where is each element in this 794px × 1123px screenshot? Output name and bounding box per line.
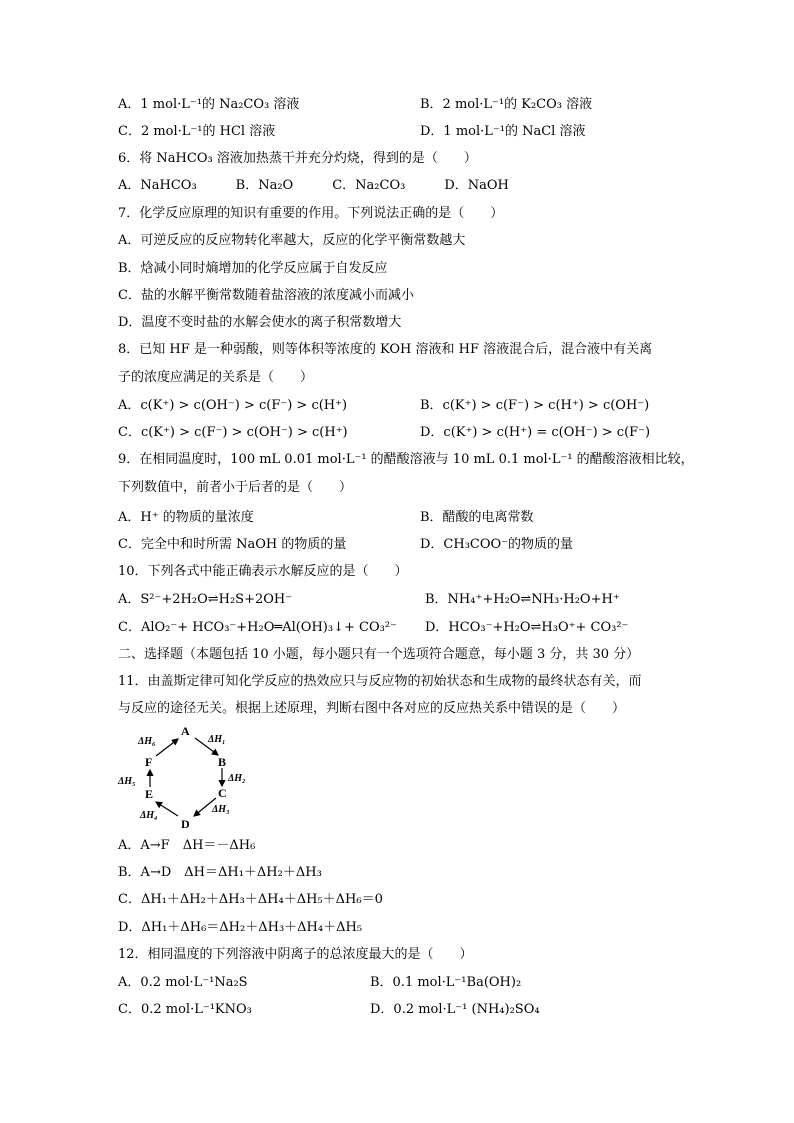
q7-option-d: D．温度不变时盐的水解会使水的离子积常数增大 bbox=[118, 315, 402, 330]
q10-option-d: D．HCO₃⁻+H₂O⇌H₃O⁺+ CO₃²⁻ bbox=[425, 620, 629, 635]
q10-option-a: A．S²⁻+2H₂O⇌H₂S+2OH⁻ bbox=[118, 592, 293, 607]
question-7: 7．化学反应原理的知识有重要的作用。下列说法正确的是（ ） bbox=[118, 206, 504, 221]
q9-option-a: A．H⁺ 的物质的量浓度 bbox=[118, 510, 254, 525]
q5-option-c: C．2 mol·L⁻¹的 HCl 溶液 bbox=[118, 124, 276, 139]
q8-option-b: B．c(K⁺) > c(F⁻) > c(H⁺) > c(OH⁻) bbox=[420, 398, 650, 413]
question-6-options: A．NaHCO₃ B．Na₂O C．Na₂CO₃ D．NaOH bbox=[118, 178, 509, 193]
q9-option-b: B．醋酸的电离常数 bbox=[420, 510, 534, 525]
label-dh5: ΔH₅ bbox=[118, 776, 136, 787]
q7-option-a: A．可逆反应的反应物转化率越大，反应的化学平衡常数越大 bbox=[118, 233, 466, 248]
question-12: 12．相同温度的下列溶液中阴离子的总浓度最大的是（ ） bbox=[118, 947, 473, 962]
q12-option-d: D．0.2 mol·L⁻¹ (NH₄)₂SO₄ bbox=[370, 1002, 540, 1017]
q11-option-a: A．A→F ΔH＝－ΔH₆ bbox=[118, 838, 256, 853]
label-dh2: ΔH₂ bbox=[228, 773, 246, 784]
q5-option-a: A．1 mol·L⁻¹的 Na₂CO₃ 溶液 bbox=[118, 97, 300, 112]
q5-option-b: B．2 mol·L⁻¹的 K₂CO₃ 溶液 bbox=[420, 97, 593, 112]
q12-option-a: A．0.2 mol·L⁻¹Na₂S bbox=[118, 975, 248, 990]
node-e: E bbox=[145, 787, 154, 801]
q12-option-b: B．0.1 mol·L⁻¹Ba(OH)₂ bbox=[370, 975, 522, 990]
hess-cycle-diagram bbox=[112, 722, 262, 832]
node-f: F bbox=[145, 755, 153, 769]
question-8-cont: 子的浓度应满足的关系是（ ） bbox=[118, 370, 314, 385]
node-b: B bbox=[218, 755, 227, 769]
q8-option-d: D．c(K⁺) > c(H⁺) = c(OH⁻) > c(F⁻) bbox=[420, 425, 651, 440]
question-11-cont: 与反应的途径无关。根据上述原理，判断右图中各对应的反应热关系中错误的是（ ） bbox=[118, 701, 626, 716]
question-10: 10．下列各式中能正确表示水解反应的是（ ） bbox=[118, 564, 408, 579]
label-dh4: ΔH₄ bbox=[140, 810, 158, 821]
q11-option-c: C．ΔH₁＋ΔH₂＋ΔH₃＋ΔH₄＋ΔH₅＋ΔH₆＝0 bbox=[118, 892, 383, 907]
q7-option-b: B．焓减小同时熵增加的化学反应属于自发反应 bbox=[118, 261, 388, 276]
node-a: A bbox=[181, 724, 190, 738]
q9-option-c: C．完全中和时所需 NaOH 的物质的量 bbox=[118, 537, 347, 552]
label-dh3: ΔH₃ bbox=[212, 804, 230, 815]
q7-option-c: C．盐的水解平衡常数随着盐溶液的浓度减小而减小 bbox=[118, 288, 414, 303]
question-9: 9．在相同温度时，100 mL 0.01 mol·L⁻¹ 的醋酸溶液与 10 mL 0.1 mol·L⁻¹ 的醋酸溶液相比较， bbox=[118, 452, 694, 467]
label-dh6: ΔH₆ bbox=[138, 736, 156, 747]
q12-option-c: C．0.2 mol·L⁻¹KNO₃ bbox=[118, 1002, 252, 1017]
q8-option-a: A．c(K⁺) > c(OH⁻) > c(F⁻) > c(H⁺) bbox=[118, 398, 348, 413]
q10-option-c: C．AlO₂⁻+ HCO₃⁻+H₂O═Al(OH)₃↓+ CO₃²⁻ bbox=[118, 620, 397, 635]
q11-option-b: B．A→D ΔH＝ΔH₁＋ΔH₂＋ΔH₃ bbox=[118, 865, 322, 880]
label-dh1: ΔH₁ bbox=[208, 734, 226, 745]
q11-option-d: D．ΔH₁＋ΔH₆＝ΔH₂＋ΔH₃＋ΔH₄＋ΔH₅ bbox=[118, 920, 363, 935]
node-c: C bbox=[218, 786, 227, 800]
section-2-heading: 二、选择题（本题包括 10 小题，每小题只有一个选项符合题意，每小题 3 分，共 30 分） bbox=[118, 647, 640, 662]
node-d: D bbox=[181, 817, 190, 831]
q10-option-b: B．NH₄⁺+H₂O⇌NH₃·H₂O+H⁺ bbox=[425, 592, 620, 607]
arrow-f-a bbox=[156, 739, 178, 756]
q9-option-d: D．CH₃COO⁻的物质的量 bbox=[420, 537, 574, 552]
question-6: 6．将 NaHCO₃ 溶液加热蒸干并充分灼烧，得到的是（ ） bbox=[118, 151, 477, 166]
question-8: 8．已知 HF 是一种弱酸，则等体积等浓度的 KOH 溶液和 HF 溶液混合后，混合液中有关离 bbox=[118, 342, 653, 357]
question-11: 11．由盖斯定律可知化学反应的热效应只与反应物的初始状态和生成物的最终状态有关，而 bbox=[118, 674, 642, 689]
q5-option-d: D．1 mol·L⁻¹的 NaCl 溶液 bbox=[420, 124, 586, 139]
q8-option-c: C．c(K⁺) > c(F⁻) > c(OH⁻) > c(H⁺) bbox=[118, 425, 348, 440]
question-9-cont: 下列数值中，前者小于后者的是（ ） bbox=[118, 480, 353, 495]
arrow-d-e bbox=[156, 802, 178, 816]
